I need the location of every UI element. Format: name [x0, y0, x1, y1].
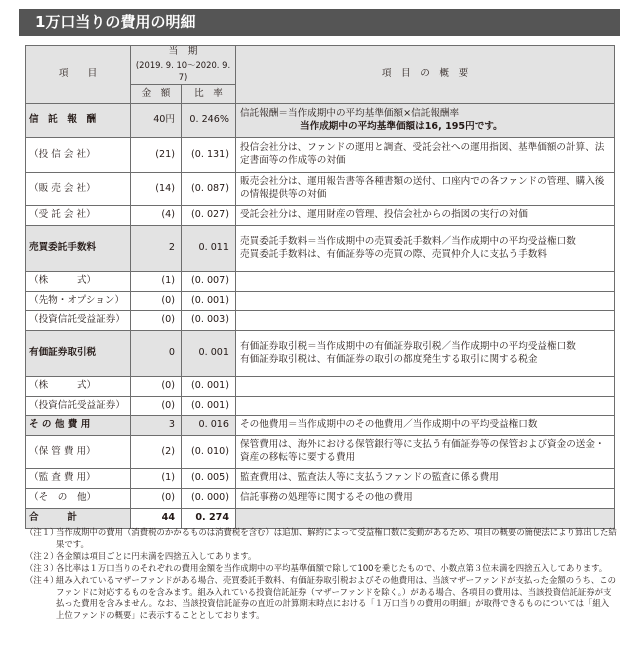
footnote	[25, 527, 617, 551]
row-label: （株 式）	[26, 377, 131, 397]
header-period	[131, 46, 236, 85]
row-desc	[236, 331, 615, 377]
row-ratio: (0. 027)	[182, 206, 236, 226]
row-desc-line: 信託報酬＝当作成期中の平均基準価額×信託報酬率	[240, 107, 460, 119]
header-period-range: (2019. 9. 10～2020. 9. 7)	[135, 59, 231, 83]
row-amount: 3	[131, 416, 182, 436]
row-label: そ の 他 費 用	[26, 416, 131, 436]
row-desc-line: 売買委託手数料＝当作成期中の売買委託手数料／当作成期中の平均受益権口数	[240, 235, 576, 247]
header-item: 項 目	[26, 46, 131, 104]
total-row	[26, 509, 615, 529]
table-row	[26, 173, 615, 206]
row-ratio: 0. 011	[182, 226, 236, 272]
row-desc: 販売会社分は、運用報告書等各種書類の送付、口座内での各ファンドの管理、購入後の情報提供等の対価	[236, 173, 615, 206]
footnote	[25, 563, 617, 575]
row-ratio: 0. 001	[182, 331, 236, 377]
footnote-number: （注３）	[25, 562, 59, 573]
header-period-label: 当 期	[168, 46, 198, 58]
row-ratio: (0. 000)	[182, 489, 236, 509]
row-amount: (0)	[131, 489, 182, 509]
row-amount: (0)	[131, 377, 182, 397]
table-row	[26, 226, 615, 272]
footnote	[25, 575, 617, 623]
row-ratio: 0. 016	[182, 416, 236, 436]
row-amount: (21)	[131, 138, 182, 173]
row-desc	[236, 397, 615, 416]
row-desc: 投信会社分は、ファンドの運用と調査、受託会社への運用指図、基準価額の計算、法定書面等の作成等の対価	[236, 138, 615, 173]
row-label: （保 管 費 用）	[26, 436, 131, 469]
table-row	[26, 331, 615, 377]
table-row	[26, 104, 615, 138]
row-ratio: (0. 001)	[182, 397, 236, 416]
row-amount: (2)	[131, 436, 182, 469]
row-desc	[236, 292, 615, 311]
row-amount: 0	[131, 331, 182, 377]
row-desc	[236, 311, 615, 331]
row-amount: (1)	[131, 272, 182, 292]
footnote-number: （注１）	[25, 527, 59, 537]
row-label: （そ の 他）	[26, 489, 131, 509]
footnote-number: （注２）	[25, 550, 59, 561]
footnote-text: 当作成期中の費用（消費税のかかるものは消費税を含む）は追加、解約によって受益権口数に変動があるため、項目の概要の簡便法により算出した結果です。	[56, 527, 617, 549]
row-amount: (0)	[131, 292, 182, 311]
row-ratio: (0. 003)	[182, 311, 236, 331]
row-label: （投資信託受益証券）	[26, 311, 131, 331]
row-label: （受 託 会 社）	[26, 206, 131, 226]
row-desc-line: 有価証券取引税は、有価証券の取引の都度発生する取引に関する税金	[240, 353, 538, 365]
table-row	[26, 436, 615, 469]
total-label: 合 計	[26, 509, 131, 529]
row-amount: 2	[131, 226, 182, 272]
row-desc: 監査費用は、監査法人等に支払うファンドの監査に係る費用	[236, 469, 615, 489]
footnote-text: 各比率は１万口当りのそれぞれの費用金額を当作成期中の平均基準価額で除して100を乗じたもので、小数点第３位未満を四捨五入してあります。	[56, 562, 608, 573]
expense-table	[25, 45, 615, 529]
total-desc	[236, 509, 615, 529]
header-ratio: 比 率	[182, 85, 236, 104]
row-amount: (4)	[131, 206, 182, 226]
total-amount: 44	[131, 509, 182, 529]
row-ratio: (0. 001)	[182, 377, 236, 397]
table-row	[26, 272, 615, 292]
table-row	[26, 377, 615, 397]
row-desc	[236, 272, 615, 292]
footnote-text: 組み入れているマザーファンドがある場合、売買委託手数料、有価証券取引税およびその他費用は、当該マザーファンドが支払った金額のうち、このファンドに対応するものを含みます。組み入れている投資信託証券（マザーファンドを除く。）がある場合、各項目の費用は、当該投資信託証券が支払った費用を含みません。なお、当該投資信託証券の直近の計算期末時点における「１万口当りの費用の明細」が取得できるものについては「組入上位ファンドの概要」に表示することとしております。	[56, 574, 616, 621]
row-desc: 保管費用は、海外における保管銀行等に支払う有価証券等の保管および資金の送金・資産の移転等に要する費用	[236, 436, 615, 469]
row-ratio: 0. 246%	[182, 104, 236, 138]
row-ratio: (0. 010)	[182, 436, 236, 469]
row-desc-line: 売買委託手数料は、有価証券等の売買の際、売買仲介人に支払う手数料	[240, 248, 548, 260]
row-desc	[236, 104, 615, 138]
section-title: 1万口当りの費用の明細	[35, 13, 196, 31]
row-label: 有価証券取引税	[26, 331, 131, 377]
footnote-number: （注４）	[25, 574, 59, 585]
footnotes	[25, 527, 617, 622]
header-amount: 金 額	[131, 85, 182, 104]
row-label: （株 式）	[26, 272, 131, 292]
row-label: （監 査 費 用）	[26, 469, 131, 489]
row-desc	[236, 226, 615, 272]
row-desc: 信託事務の処理等に関するその他の費用	[236, 489, 615, 509]
row-label: 信 託 報 酬	[26, 104, 131, 138]
table-row	[26, 469, 615, 489]
row-ratio: (0. 131)	[182, 138, 236, 173]
row-amount: (14)	[131, 173, 182, 206]
header-row	[26, 46, 615, 85]
row-desc: その他費用＝当作成期中のその他費用／当作成期中の平均受益権口数	[236, 416, 615, 436]
row-amount: 40円	[131, 104, 182, 138]
row-label: 売買委託手数料	[26, 226, 131, 272]
row-desc: 受託会社分は、運用財産の管理、投信会社からの指図の実行の対価	[236, 206, 615, 226]
row-ratio: (0. 007)	[182, 272, 236, 292]
section-title-bar	[19, 9, 620, 36]
row-label: （先物・オプション）	[26, 292, 131, 311]
row-ratio: (0. 005)	[182, 469, 236, 489]
table-row	[26, 489, 615, 509]
row-ratio: (0. 087)	[182, 173, 236, 206]
footnote-text: 各金額は項目ごとに円未満を四捨五入してあります。	[56, 550, 257, 561]
row-ratio: (0. 001)	[182, 292, 236, 311]
total-ratio: 0. 274	[182, 509, 236, 529]
table-row	[26, 138, 615, 173]
row-amount: (0)	[131, 311, 182, 331]
row-amount: (1)	[131, 469, 182, 489]
footnote	[25, 551, 617, 563]
row-desc	[236, 377, 615, 397]
row-amount: (0)	[131, 397, 182, 416]
row-desc-line: 有価証券取引税＝当作成期中の有価証券取引税／当作成期中の平均受益権口数	[240, 340, 576, 352]
table-row	[26, 397, 615, 416]
row-label: （投 信 会 社）	[26, 138, 131, 173]
row-desc-bold: 当作成期中の平均基準価額は16, 195円です。	[300, 120, 503, 132]
table-row	[26, 206, 615, 226]
table-row	[26, 292, 615, 311]
row-label: （販 売 会 社）	[26, 173, 131, 206]
table-row	[26, 311, 615, 331]
table-row	[26, 416, 615, 436]
header-summary: 項 目 の 概 要	[236, 46, 615, 104]
row-label: （投資信託受益証券）	[26, 397, 131, 416]
